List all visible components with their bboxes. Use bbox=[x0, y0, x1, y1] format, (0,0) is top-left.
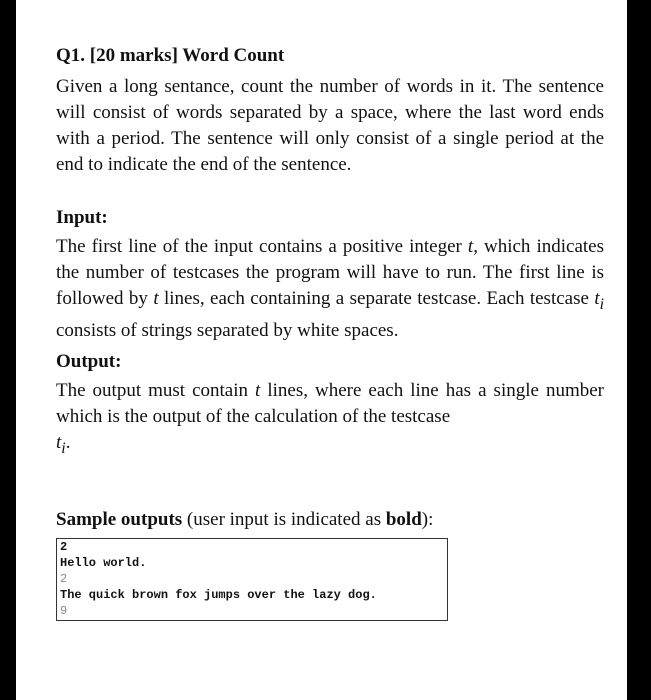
input-var-t: t bbox=[467, 236, 474, 257]
sample-line-5: 9 bbox=[60, 603, 68, 618]
output-var-ti: t bbox=[56, 431, 62, 453]
sample-caption bbox=[56, 508, 604, 532]
input-description bbox=[56, 234, 604, 344]
sample-line-2: Hello world. bbox=[60, 555, 147, 570]
output-description bbox=[56, 378, 604, 462]
question-description: Given a long sentance, count the number of words in it. The sentence will consist of words separated by a space, where the last word ends with a period. The sentence will only consist of a single period at the end to indicate the end of the sentence. bbox=[56, 76, 604, 175]
sample-note-prefix: (user input is indicated as bbox=[182, 508, 386, 530]
output-text-end: . bbox=[65, 431, 71, 453]
input-text-3: lines, each containing a separate testcase. Each testcase bbox=[158, 288, 595, 309]
sample-line-4: The quick brown fox jumps over the lazy dog. bbox=[60, 587, 377, 602]
sample-line-3: 2 bbox=[60, 571, 68, 586]
input-text-2: , which indicates the number of testcases the program will have to run. The first line is followed by bbox=[56, 236, 604, 309]
output-text-1: The output must contain bbox=[56, 379, 256, 401]
question-title: Q1. [20 marks] Word Count bbox=[56, 45, 285, 66]
input-var-t-2: t bbox=[153, 288, 159, 309]
output-heading: Output: bbox=[56, 350, 122, 372]
sample-label: Sample outputs bbox=[56, 508, 183, 530]
sample-note-bold: bold bbox=[385, 508, 422, 530]
input-text-4: consists of strings separated by white spaces. bbox=[56, 319, 399, 341]
input-sub-i: i bbox=[599, 295, 604, 313]
sample-console-box bbox=[56, 538, 448, 621]
output-var-t: t bbox=[255, 379, 261, 401]
input-text-1: The first line of the input contains a positive integer bbox=[56, 236, 468, 257]
document-content bbox=[56, 44, 604, 621]
document-page bbox=[16, 0, 627, 700]
output-sub-i: i bbox=[61, 439, 66, 457]
output-text-2: lines, where each line has a single number which is the output of the calculation of the testcase bbox=[56, 379, 604, 427]
input-heading: Input: bbox=[56, 207, 108, 228]
sample-line-1: 2 bbox=[60, 539, 68, 554]
input-var-ti: t bbox=[594, 288, 600, 309]
sample-note-suffix: ): bbox=[421, 508, 434, 530]
